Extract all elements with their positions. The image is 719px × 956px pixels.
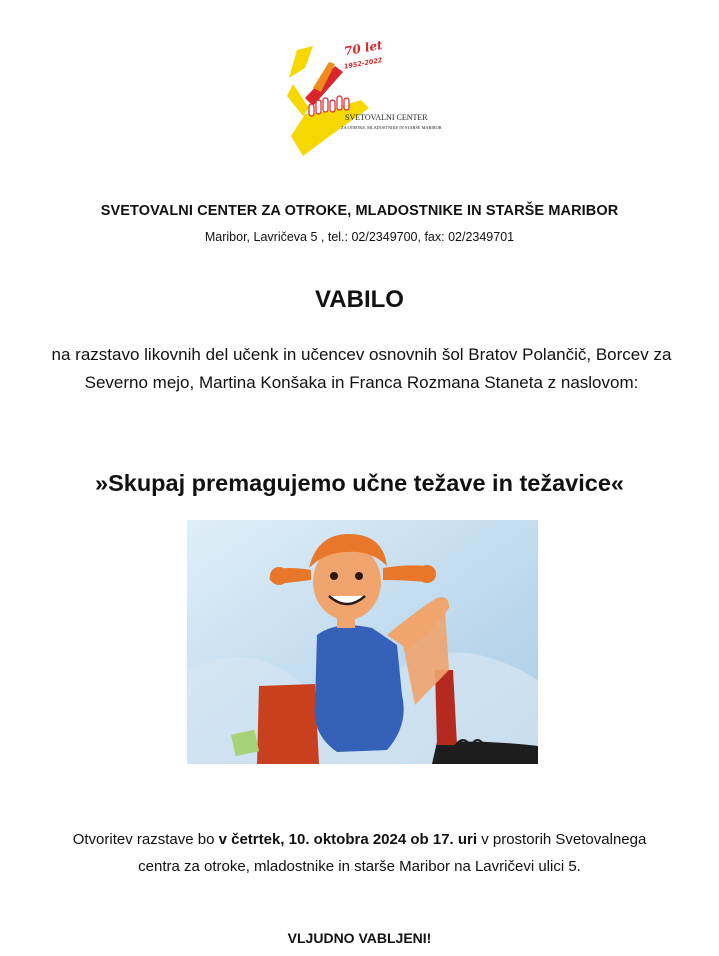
opening-text-after: v prostorih Svetovalnega <box>477 831 647 848</box>
artwork-image <box>187 520 538 764</box>
logo-swoosh-left <box>287 84 309 116</box>
invitation-intro <box>4 341 719 397</box>
anniversary-badge <box>340 38 386 71</box>
organization-logo <box>283 38 443 163</box>
organization-address: Maribor, Lavričeva 5 , tel.: 02/2349700, fax: 02/2349701 <box>204 230 515 244</box>
artwork-dress <box>315 625 404 752</box>
intro-line-1: na razstavo likovnih del učenk in učencev osnovnih šol Bratov Polančič, Borcev za <box>51 345 672 364</box>
page-title: VABILO <box>315 286 404 313</box>
organization-name: SVETOVALNI CENTER ZA OTROKE, MLADOSTNIKE IN STARŠE MARIBOR <box>100 203 619 219</box>
closing-greeting: VLJUDNO VABLJENI! <box>287 930 432 946</box>
opening-date-time: v četrtek, 10. oktobra 2024 ob 17. uri <box>218 831 478 848</box>
logo-name-line1: SVETOVALNI CENTER <box>345 113 428 122</box>
opening-details <box>0 826 719 880</box>
exhibition-title: »Skupaj premagujemo učne težave in težavice« <box>95 470 624 496</box>
opening-text-before: Otvoritev razstave bo <box>72 831 219 848</box>
artwork-drawing <box>187 520 538 764</box>
logo-name-line2: ZA OTROKE, MLADOSTNIKE IN STARŠE MARIBOR <box>341 125 442 130</box>
opening-line-1 <box>0 826 719 853</box>
badge-years: 1952-2022 <box>343 56 383 71</box>
logo-swoosh-top <box>289 46 313 78</box>
opening-line-2: centra za otroke, mladostnike in starše Maribor na Lavričevi ulici 5. <box>138 858 581 875</box>
intro-line-2: Severno mejo, Martina Konšaka in Franca Rozmana Staneta z naslovom: <box>84 373 639 392</box>
badge-title: 70 let <box>343 38 384 59</box>
artwork-chair <box>257 684 319 764</box>
logo-graphic <box>283 38 443 163</box>
